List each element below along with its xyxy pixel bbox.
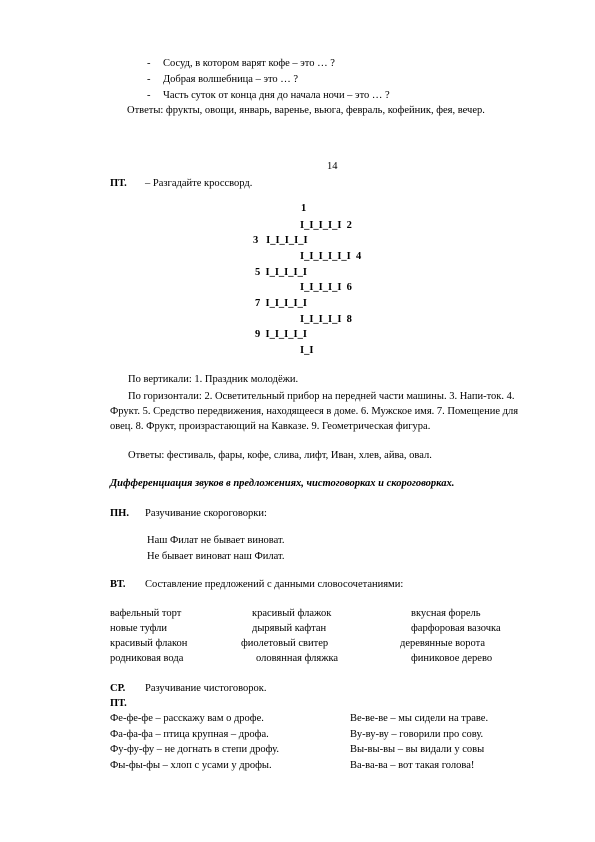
- verse-line: Ве-ве-ве – мы сидели на траве.: [350, 713, 489, 724]
- grid-line: 5 I_I_I_I_I: [255, 267, 307, 278]
- twister-line: Наш Филат не бывает виноват.: [147, 535, 285, 546]
- phrase: вкусная форель: [411, 608, 481, 619]
- grid-line: I_I_I_I_I 8: [300, 314, 352, 325]
- task-title: Разучивание чистоговорок.: [145, 683, 267, 694]
- list-item: Добрая волшебница – это … ?: [163, 74, 299, 85]
- verse-line: Ва-ва-ва – вот такая голова!: [350, 760, 475, 771]
- phrase: фиолетовый свитер: [241, 638, 329, 649]
- list-item-dash: -: [147, 58, 151, 69]
- phrase: новые туфли: [110, 623, 168, 634]
- section-title: Дифференциация звуков в предложениях, чистоговорках и скороговорках.: [110, 478, 455, 489]
- phrase: фарфоровая вазочка: [411, 623, 501, 634]
- page-number: 14: [327, 161, 338, 172]
- day-marker: ВТ.: [110, 579, 126, 590]
- clues-vertical: По вертикали: 1. Праздник молодёжи.: [128, 374, 299, 385]
- grid-line: I_I_I_I_I 2: [300, 220, 352, 231]
- verse-line: Фы-фы-фы – хлоп с усами у дрофы.: [110, 760, 272, 771]
- task-title: Составление предложений с данными словосочетаниями:: [145, 579, 404, 590]
- task-title: Разучивание скороговорки:: [145, 508, 267, 519]
- phrase: деревянные ворота: [400, 638, 486, 649]
- grid-line: I_I: [300, 345, 314, 356]
- day-marker: СР.: [110, 683, 126, 694]
- day-marker: ПТ.: [110, 698, 127, 709]
- list-item-dash: -: [147, 90, 151, 101]
- day-marker: ПН.: [110, 508, 129, 519]
- verse-line: Ву-ву-ву – говорили про сову.: [350, 729, 484, 740]
- grid-line: 1: [301, 203, 307, 214]
- verse-line: Фа-фа-фа – птица крупная – дрофа.: [110, 729, 269, 740]
- grid-line: 7 I_I_I_I_I: [255, 298, 307, 309]
- phrase: красивый флажок: [252, 608, 332, 619]
- task-title: – Разгадайте кроссворд.: [145, 178, 253, 189]
- verse-line: Фу-фу-фу – не догнать в степи дрофу.: [110, 744, 279, 755]
- grid-line: 3 I_I_I_I_I: [253, 235, 308, 246]
- phrase: родниковая вода: [110, 653, 184, 664]
- verse-line: Вы-вы-вы – вы видали у совы: [350, 744, 485, 755]
- clues-horizontal: По горизонтали: 2. Осветительный прибор на передней части машины. 3. Напи-ток. 4. Фрукт. 5. Средство передвижения, находящееся в доме. 6. Мужское имя. 7. Помещение для овец. 8. Фрукт, произрастающий на Кавказе. 9. Геометрическая фигура.: [110, 391, 519, 432]
- list-item-dash: -: [147, 74, 151, 85]
- crossword-answers: Ответы: фестиваль, фары, кофе, слива, лифт, Иван, хлев, айва, овал.: [128, 450, 432, 461]
- phrase: финиковое дерево: [411, 653, 493, 664]
- phrase: дырявый кафтан: [252, 623, 327, 634]
- phrase: оловянная фляжка: [256, 653, 339, 664]
- grid-line: I_I_I_I_I_I 4: [300, 251, 362, 262]
- list-item: Часть суток от конца дня до начала ночи – это … ?: [163, 90, 390, 101]
- day-marker: ПТ.: [110, 178, 127, 189]
- grid-line: I_I_I_I_I 6: [300, 282, 352, 293]
- grid-line: 9 I_I_I_I_I: [255, 329, 307, 340]
- twister-line: Не бывает виноват наш Филат.: [147, 551, 285, 562]
- list-item: Сосуд, в котором варят кофе – это … ?: [163, 58, 335, 69]
- verse-line: Фе-фе-фе – расскажу вам о дрофе.: [110, 713, 264, 724]
- phrase: вафельный торт: [110, 608, 182, 619]
- phrase: красивый флакон: [110, 638, 188, 649]
- answers-text: Ответы: фрукты, овощи, январь, варенье, вьюга, февраль, кофейник, фея, вечер.: [127, 105, 485, 116]
